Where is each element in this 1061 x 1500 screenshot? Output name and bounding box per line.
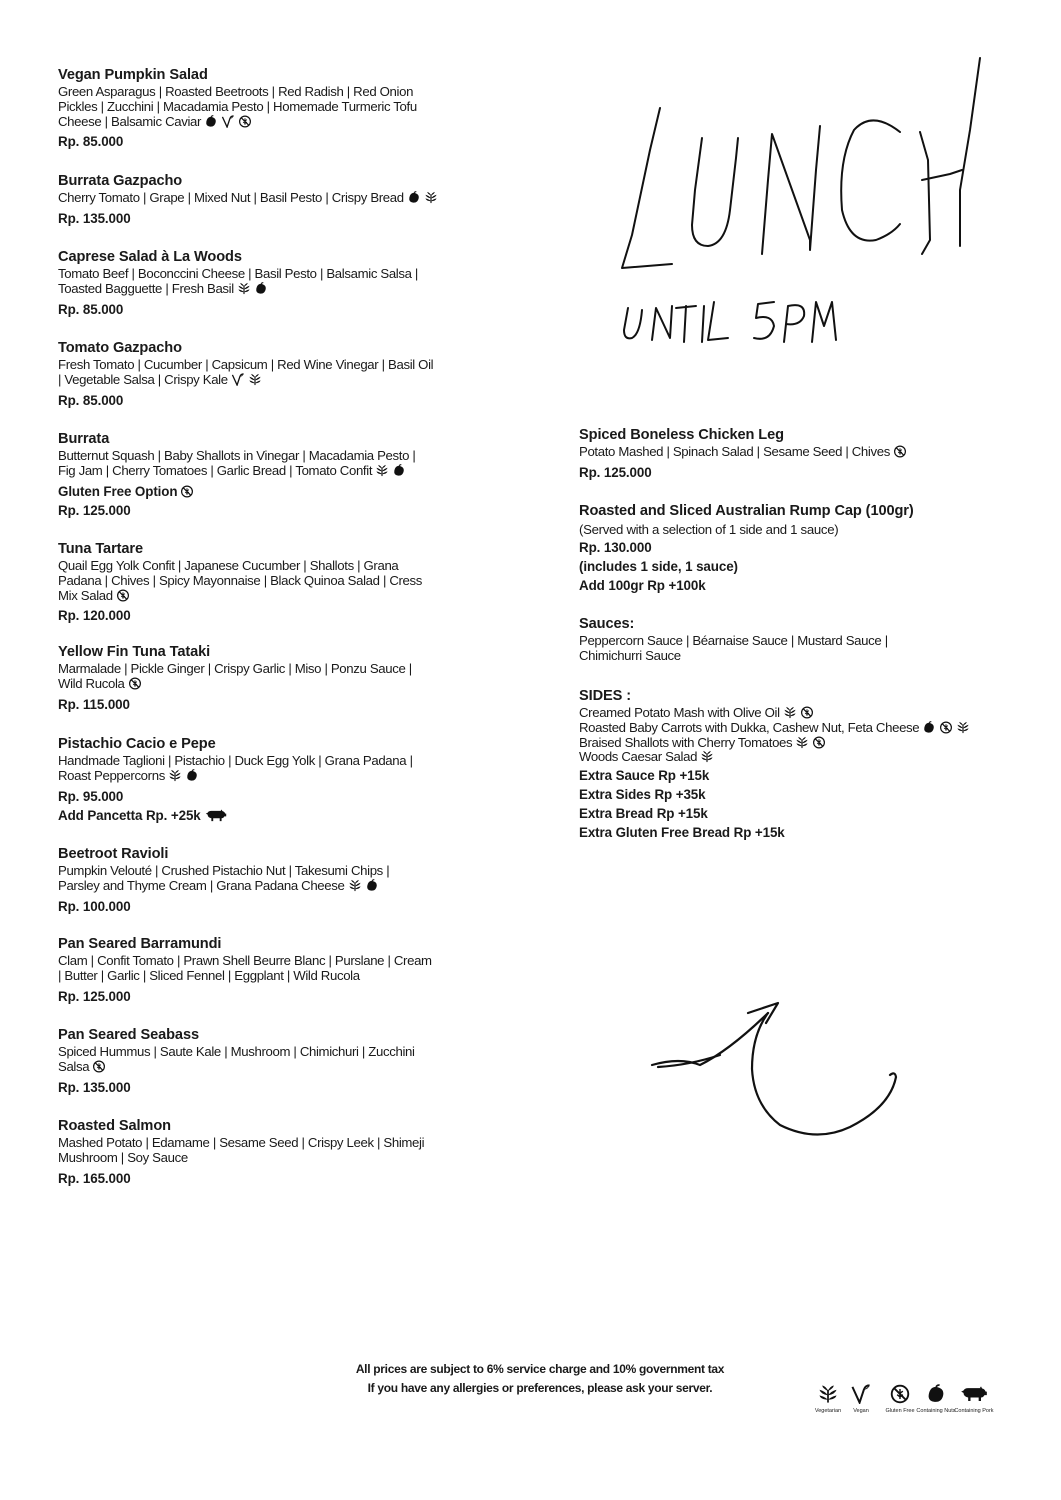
vegetarian-icon [700,750,714,763]
vegetarian-icon [783,706,797,719]
item-price: Rp. 165.000 [58,1170,131,1186]
item-price: Rp. 100.000 [58,898,131,914]
gluten-free-icon [128,677,142,690]
nuts-icon [916,1384,956,1404]
extra-gluten-free-bread: Extra Gluten Free Bread Rp +15k [579,825,785,841]
item-name: Spiced Boneless Chicken Leg [579,427,784,443]
vegetarian-icon [424,191,438,204]
item-description: Fresh Tomato | Cucumber | Capsicum | Red Wine Vinegar | Basil Oil | Vegetable Salsa | Crispy Kale [58,357,434,387]
footer-note [300,1360,780,1398]
gluten-free-icon [880,1384,920,1404]
extra-sides: Extra Sides Rp +35k [579,787,706,803]
vegetarian-icon [248,373,262,386]
item-name: Tuna Tartare [58,541,144,557]
gluten-free-icon [92,1060,106,1073]
legend-nuts: Containing Nuts [916,1380,956,1414]
gluten-free-icon [116,589,130,602]
item-price: Rp. 120.000 [58,608,131,624]
nuts-icon [407,191,421,204]
item-description: Green Asparagus | Roasted Beetroots | Red Radish | Red Onion Pickles | Zucchini | Macadamia Pesto | Homemade Turmeric Tofu Cheese | Balsamic Caviar [58,84,417,129]
menu-item [58,172,498,227]
gluten-free-icon [812,736,826,749]
item-description: Quail Egg Yolk Confit | Japanese Cucumber | Shallots | Grana Padana | Chives | Spicy Mayonnaise | Black Quinoa Salad | Cress Mix Salad [58,558,423,603]
item-name: Tomato Gazpacho [58,340,182,356]
side-item: Braised Shallots with Cherry Tomatoes [579,736,1049,751]
vegetarian-icon [237,282,251,295]
item-description: Butternut Squash | Baby Shallots in Vinegar | Macadamia Pesto | Fig Jam | Cherry Tomatoes | Garlic Bread | Tomato Confit [58,448,416,478]
sauces-list: Peppercorn Sauce | Béarnaise Sauce | Mustard Sauce | Chimichurri Sauce [579,633,888,663]
item-addon: Add 100gr Rp +100k [579,578,706,593]
item-price: Rp. 125.000 [58,502,131,518]
item-price: Rp. 130.000 [579,540,652,555]
sauces-heading: Sauces: [579,616,635,632]
vegetarian-icon [795,736,809,749]
gluten-free-icon [180,485,194,498]
nuts-icon [922,721,936,734]
nuts-icon [365,879,379,892]
side-item: Roasted Baby Carrots with Dukka, Cashew Nut, Feta Cheese [579,721,1049,736]
nuts-icon [392,464,406,477]
allergy-note: If you have any allergies or preferences, please ask your server. [367,1381,713,1395]
menu-item [58,643,498,713]
vegan-icon [231,373,245,386]
extra-bread: Extra Bread Rp +15k [579,806,708,822]
item-note: (includes 1 side, 1 sauce) [579,559,738,574]
menu-item [58,845,498,915]
pancetta-addon: Add Pancetta Rp. +25k [58,807,498,824]
item-price: Rp. 125.000 [58,988,131,1004]
menu-item [58,1026,498,1096]
menu-item [58,935,498,1005]
item-name: Pan Seared Barramundi [58,936,222,952]
item-description: Pumpkin Velouté | Crushed Pistachio Nut | Takesumi Chips | Parsley and Thyme Cream | Grana Padana Cheese [58,863,390,893]
vegetarian-icon [956,721,970,734]
menu-item [58,735,498,824]
item-price: Rp. 135.000 [58,210,131,226]
menu-item [58,339,498,409]
pork-icon [954,1384,994,1404]
sides-section [579,687,1049,841]
item-price: Rp. 85.000 [58,134,124,150]
item-name: Roasted Salmon [58,1118,171,1134]
nuts-icon [185,769,199,782]
gluten-free-icon [893,445,907,458]
menu-item [58,66,498,150]
item-description: Clam | Confit Tomato | Prawn Shell Beurre Blanc | Purslane | Cream | Butter | Garlic | Sliced Fennel | Eggplant | Wild Rucola [58,953,432,983]
item-name: Burrata Gazpacho [58,173,183,189]
item-description: Tomato Beef | Boconccini Cheese | Basil Pesto | Balsamic Salsa | Toasted Bagguette | Fresh Basil [58,266,418,296]
legend-gluten-free: Gluten Free [880,1380,920,1414]
item-name: Caprese Salad à La Woods [58,249,242,265]
legend-vegetarian: Vegetarian [808,1380,848,1414]
vegan-icon [221,115,235,128]
gluten-free-icon [800,706,814,719]
item-description: Mashed Potato | Edamame | Sesame Seed | Crispy Leek | Shimeji Mushroom | Soy Sauce [58,1135,425,1165]
item-subtitle: (Served with a selection of 1 side and 1 sauce) [579,522,839,537]
nuts-icon [204,115,218,128]
menu-item [58,540,498,624]
item-description: Potato Mashed | Spinach Salad | Sesame Seed | Chives [579,445,1049,460]
item-description: Spiced Hummus | Saute Kale | Mushroom | Chimichuri | Zucchini Salsa [58,1044,415,1074]
vegan-icon [841,1384,881,1404]
side-item: Creamed Potato Mash with Olive Oil [579,706,1049,721]
item-name: Pistachio Cacio e Pepe [58,736,216,752]
item-name: Vegan Pumpkin Salad [58,67,208,83]
item-name: Burrata [58,431,110,447]
item-price: Rp. 85.000 [58,301,124,317]
item-name: Beetroot Ravioli [58,846,169,862]
item-price: Rp. 95.000 [58,788,124,804]
menu-item [58,430,498,519]
sides-heading: SIDES : [579,688,632,704]
item-name: Roasted and Sliced Australian Rump Cap (100gr) [579,503,914,519]
item-description: Cherry Tomato | Grape | Mixed Nut | Basil Pesto | Crispy Bread [58,191,498,206]
gluten-free-option: Gluten Free Option [58,483,498,500]
sauces-section [579,615,1049,664]
side-item: Woods Caesar Salad [579,750,1049,765]
menu-item-chicken [579,426,1049,481]
vegetarian-icon [375,464,389,477]
extra-sauce: Extra Sauce Rp +15k [579,768,710,784]
menu-item [58,1117,498,1187]
legend-pork: Containing Pork [954,1380,994,1414]
nuts-icon [254,282,268,295]
item-name: Pan Seared Seabass [58,1027,199,1043]
tax-note: All prices are subject to 6% service charge and 10% government tax [355,1362,725,1376]
item-description: Handmade Taglioni | Pistachio | Duck Egg Yolk | Grana Padana | Roast Peppercorns [58,753,413,783]
hand-drawn-arrow-icon [640,995,910,1155]
menu-item-rump-cap [579,502,1049,594]
vegetarian-icon [168,769,182,782]
menu-item [58,248,498,318]
legend-vegan: Vegan [841,1380,881,1414]
item-description: Marmalade | Pickle Ginger | Crispy Garlic | Miso | Ponzu Sauce | Wild Rucola [58,661,412,691]
vegetarian-icon [348,879,362,892]
lunch-handwritten-title [610,40,1010,360]
gluten-free-icon [939,721,953,734]
item-name: Yellow Fin Tuna Tataki [58,644,211,660]
item-price: Rp. 135.000 [58,1079,131,1095]
pork-icon [204,809,228,822]
gluten-free-icon [238,115,252,128]
dietary-legend [808,1380,998,1430]
item-price: Rp. 115.000 [58,696,130,712]
item-price: Rp. 125.000 [579,464,652,480]
item-price: Rp. 85.000 [58,392,124,408]
